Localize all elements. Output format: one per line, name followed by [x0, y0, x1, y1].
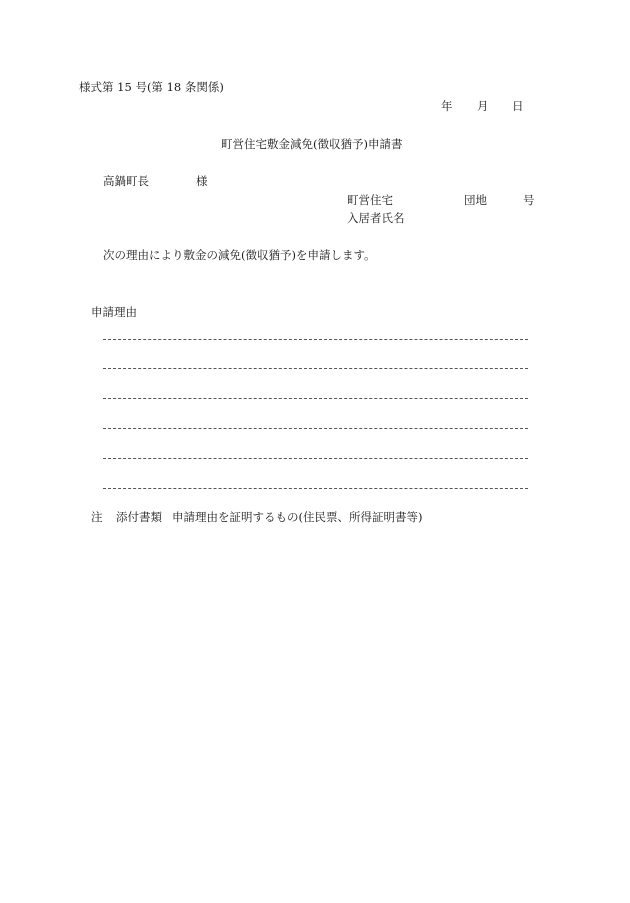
- addressee-honorific: 様: [196, 174, 208, 188]
- reason-line: [103, 398, 528, 399]
- reason-line: [103, 368, 528, 369]
- form-number: 様式第 15 号(第 18 条関係): [79, 80, 224, 94]
- date-month-label: 月: [477, 99, 489, 113]
- reason-line: [103, 428, 528, 429]
- reason-line: [103, 488, 528, 489]
- request-statement: 次の理由により敷金の減免(徴収猶予)を申請します。: [103, 248, 376, 262]
- reason-line: [103, 339, 528, 340]
- room-number-label: 号: [523, 193, 535, 207]
- note-label: 注: [91, 510, 103, 524]
- danchi-label: 団地: [464, 193, 487, 207]
- addressee-name: 高鍋町長: [103, 174, 149, 188]
- housing-label: 町営住宅: [347, 193, 393, 207]
- date-day-label: 日: [512, 99, 524, 113]
- reason-line: [103, 458, 528, 459]
- note-attachment-label: 添付書類: [116, 510, 162, 524]
- tenant-name-label: 入居者氏名: [347, 211, 405, 225]
- reason-heading: 申請理由: [91, 305, 137, 319]
- note-description: 申請理由を証明するもの(住民票、所得証明書等): [172, 510, 423, 524]
- date-year-label: 年: [441, 99, 453, 113]
- document-title: 町営住宅敷金減免(徴収猶予)申請書: [221, 137, 403, 151]
